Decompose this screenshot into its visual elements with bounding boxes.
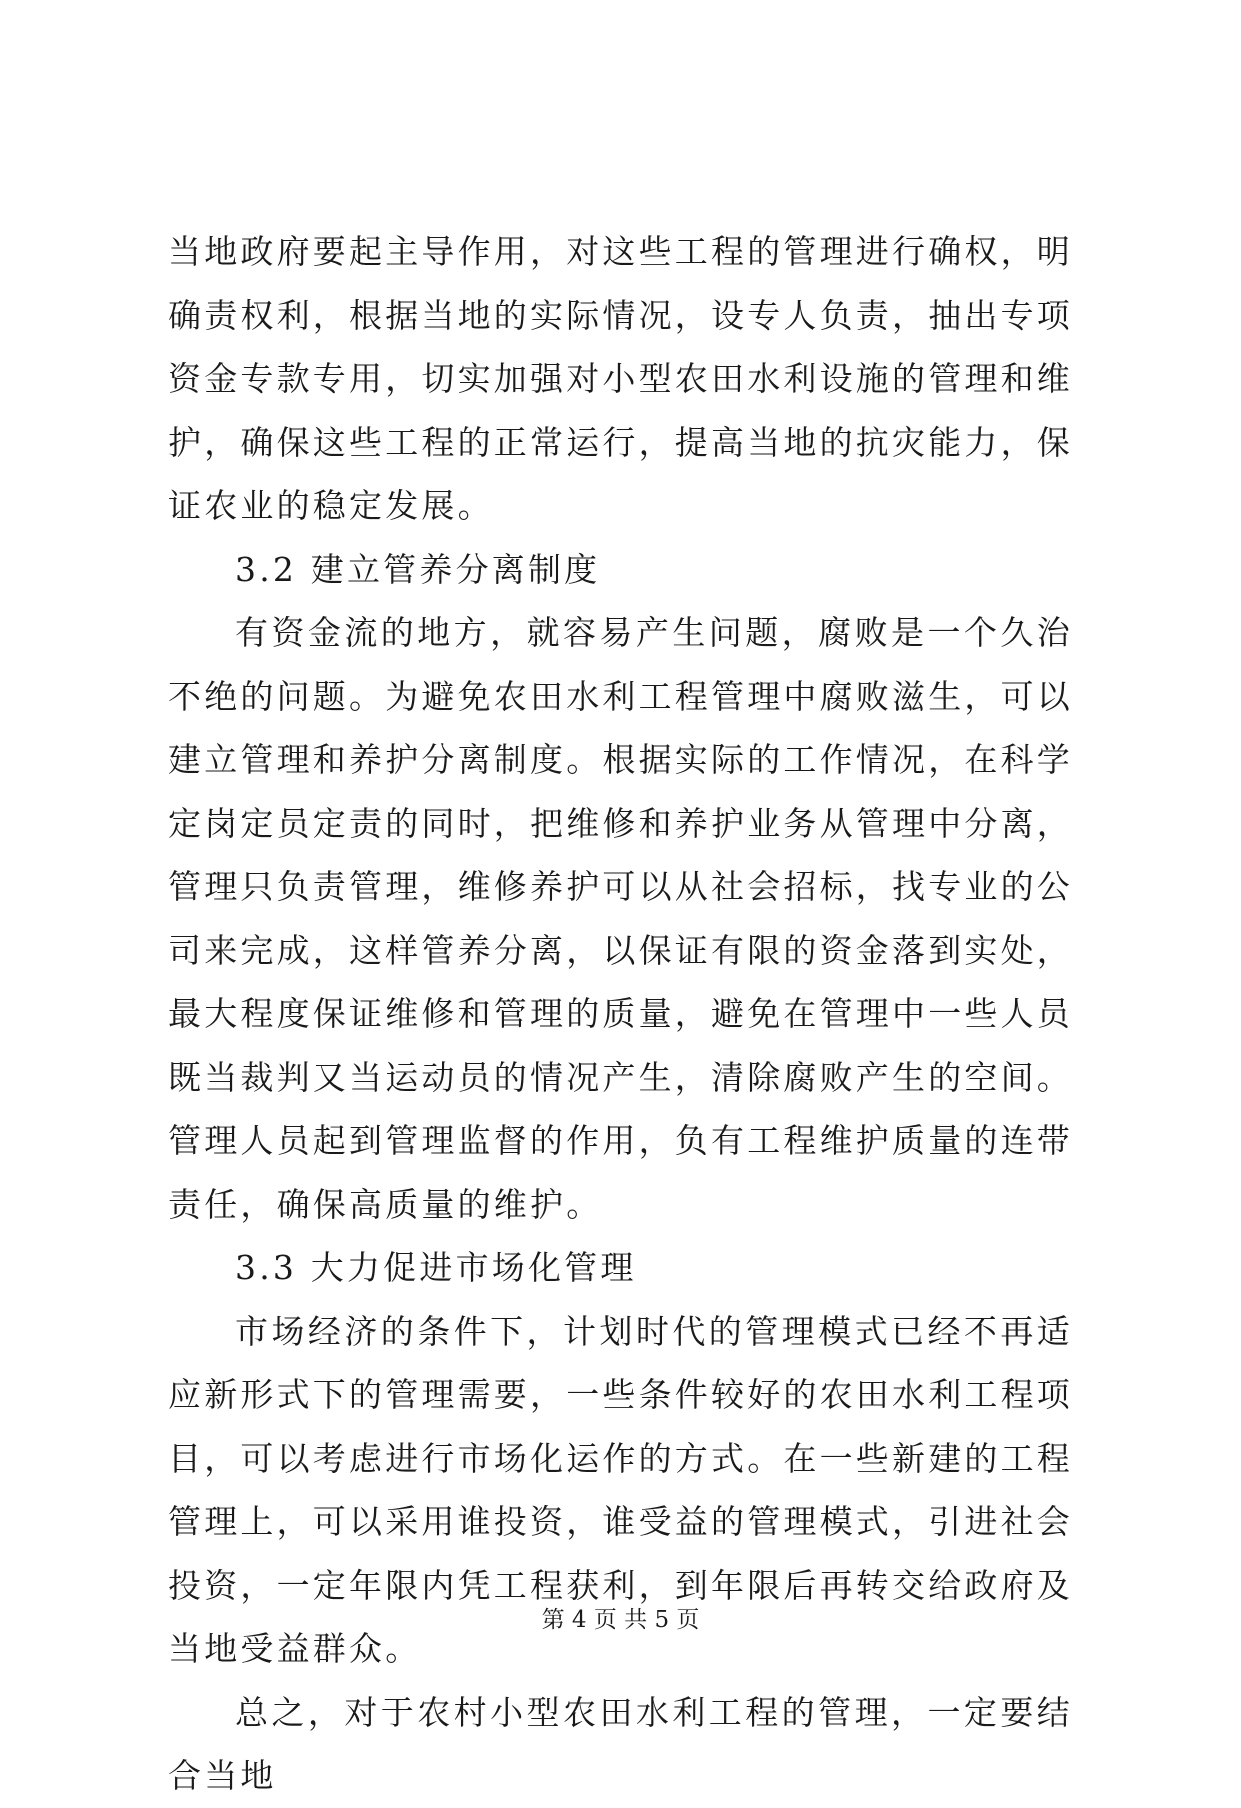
paragraph-conclusion: 总之，对于农村小型农田水利工程的管理，一定要结合当地 [168,1692,1073,1795]
section-heading-3-2: 3.2 建立管养分离制度 [235,549,601,589]
section-heading-3-3: 3.3 大力促进市场化管理 [235,1248,637,1287]
paragraph-market-management: 市场经济的条件下，计划时代的管理模式已经不再适应新形式下的管理需要，一些条件较好的农田水利工程项目，可以考虑进行市场化运作的方式。在一些新建的工程管理上，可以采用谁投资，谁受益的管理模式，引进社会投资，一定年限内凭工程获利，到年限后再转交给政府及当地受益群众。 [168,1311,1073,1668]
page-number-footer: 第 4 页 共 5 页 [541,1607,700,1633]
document-body [168,220,1073,1808]
paragraph-management-separation: 有资金流的地方，就容易产生问题，腐败是一个久治不绝的问题。为避免农田水利工程管理中腐败滋生，可以建立管理和养护分离制度。根据实际的工作情况，在科学定岗定员定责的同时，把维修和养护业务从管理中分离，管理只负责管理，维修养护可以从社会招标，找专业的公司来完成，这样管养分离，以保证有限的资金落到实处，最大程度保证维修和管理的质量，避免在管理中一些人员既当裁判又当运动员的情况产生，清除腐败产生的空间。管理人员起到管理监督的作用，负有工程维护质量的连带责任，确保高质量的维护。 [168,613,1073,1224]
paragraph-intro: 当地政府要起主导作用，对这些工程的管理进行确权，明确责权利，根据当地的实际情况，设专人负责，抽出专项资金专款专用，切实加强对小型农田水利设施的管理和维护，确保这些工程的正常运行，提高当地的抗灾能力，保证农业的稳定发展。 [168,232,1073,525]
